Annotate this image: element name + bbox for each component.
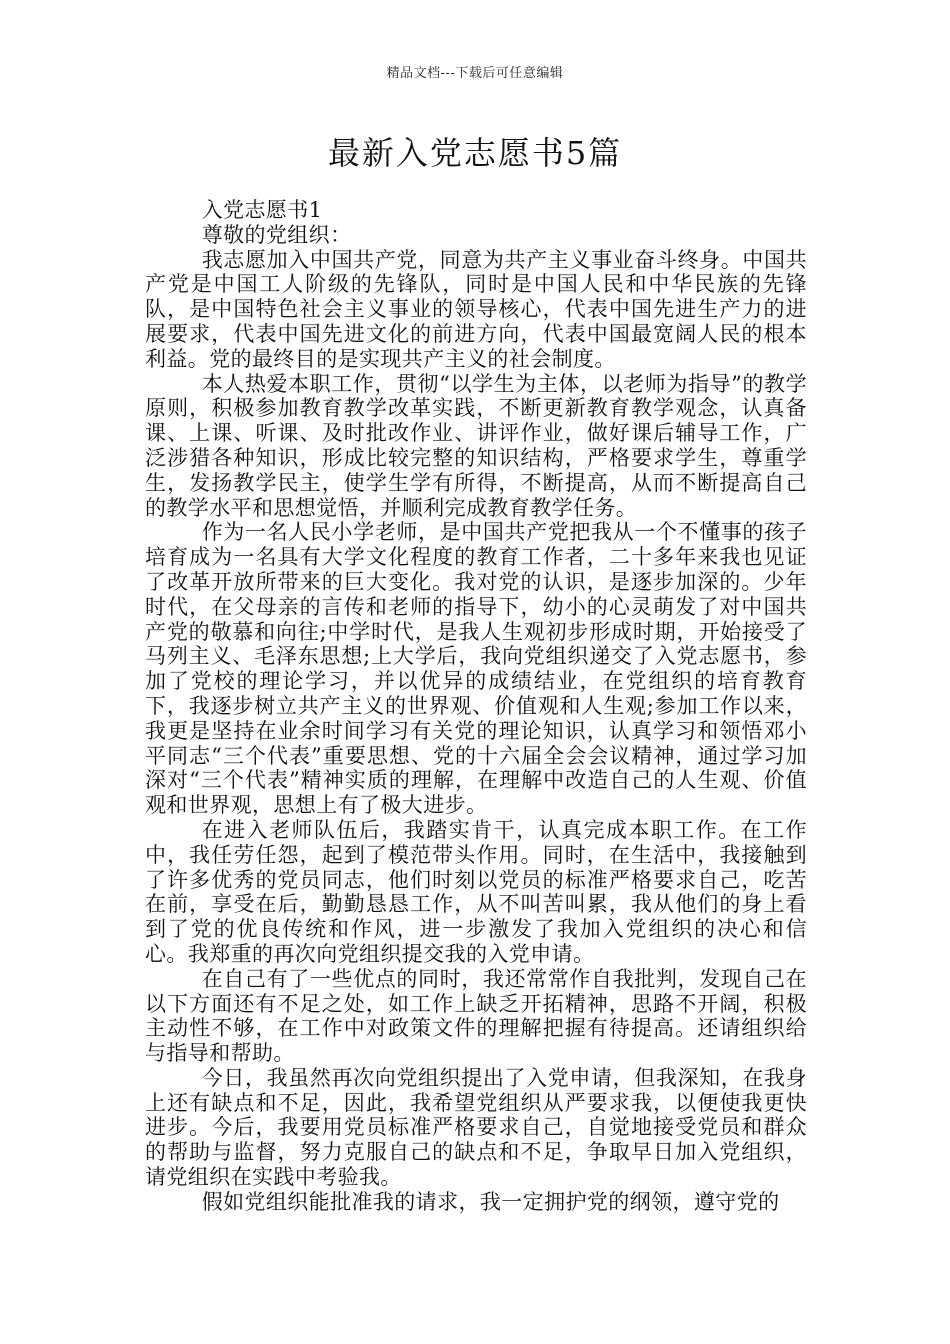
document-body <box>145 198 807 1215</box>
section-label: 入党志愿书1 <box>201 198 323 222</box>
paragraph-1: 我志愿加入中国共产党，同意为共产主义事业奋斗终身。中国共产党是中国工人阶级的先锋队，同时是中国人民和中华民族的先锋队，是中国特色社会主义事业的领导核心，代表中国先进生产力的进展要求，代表中国先进文化的前进方向，代表中国最宽阔人民的根本利益。党的最终目的是实现共产主义的社会制度。 <box>145 247 807 371</box>
document-title: 最新入党志愿书5篇 <box>327 134 623 172</box>
header-note: 精品文档---下载后可任意编辑 <box>386 66 564 81</box>
paragraph-6: 今日，我虽然再次向党组织提出了入党申请，但我深知，在我身上还有缺点和不足，因此，我希望党组织从严要求我，以便使我更快进步。今后，我要用党员标准严格要求自己，自觉地接受党员和群众的帮助与监督，努力克服自己的缺点和不足，争取早日加入党组织，请党组织在实践中考验我。 <box>145 1065 807 1190</box>
salutation: 尊敬的党组织： <box>201 222 352 247</box>
paragraph-5: 在自己有了一些优点的同时，我还常常作自我批判，发现自己在以下方面还有不足之处，如工作上缺乏开拓精神，思路不开阔，积极主动性不够，在工作中对政策文件的理解把握有待提高。还请组织给与指导和帮助。 <box>145 966 807 1066</box>
paragraph-2: 本人热爱本职工作，贯彻“以学生为主体，以老师为指导”的教学原则，积极参加教育教学改革实践，不断更新教育教学观念，认真备课、上课、听课、及时批改作业、讲评作业，做好课后辅导工作，广泛涉猎各种知识，形成比较完整的知识结构，严格要求学生，尊重学生，发扬教学民主，使学生学有所得，不断提高，从而不断提高自己的教学水平和思想觉悟，并顺利完成教育教学任务。 <box>145 371 807 520</box>
paragraph-4: 在进入老师队伍后，我踏实肯干，认真完成本职工作。在工作中，我任劳任怨，起到了模范带头作用。同时，在生活中，我接触到了许多优秀的党员同志，他们时刻以党员的标准严格要求自己，吃苦在前，享受在后，勤勤恳恳工作，从不叫苦叫累，我从他们的身上看到了党的优良传统和作风，进一步激发了我加入党组织的决心和信心。我郑重的再次向党组织提交我的入党申请。 <box>145 817 807 966</box>
paragraph-3: 作为一名人民小学老师，是中国共产党把我从一个不懂事的孩子培育成为一名具有大学文化程度的教育工作者，二十多年来我也见证了改革开放所带来的巨大变化。我对党的认识，是逐步加深的。少年时代，在父母亲的言传和老师的指导下，幼小的心灵萌发了对中国共产党的敬慕和向往;中学时代，是我人生观初步形成时期，开始接受了马列主义、毛泽东思想;上大学后，我向党组织递交了入党志愿书，参加了党校的理论学习，并以优异的成绩结业，在党组织的培育教育下，我逐步树立共产主义的世界观、价值观和人生观;参加工作以来，我更是坚持在业余时间学习有关党的理论知识，认真学习和领悟邓小平同志“三个代表”重要思想、党的十六届全会会议精神，通过学习加深对“三个代表”精神实质的理解，在理解中改造自己的人生观、价值观和世界观，思想上有了极大进步。 <box>145 520 807 818</box>
paragraph-7: 假如党组织能批准我的请求，我一定拥护党的纲领，遵守党的 <box>201 1189 780 1214</box>
